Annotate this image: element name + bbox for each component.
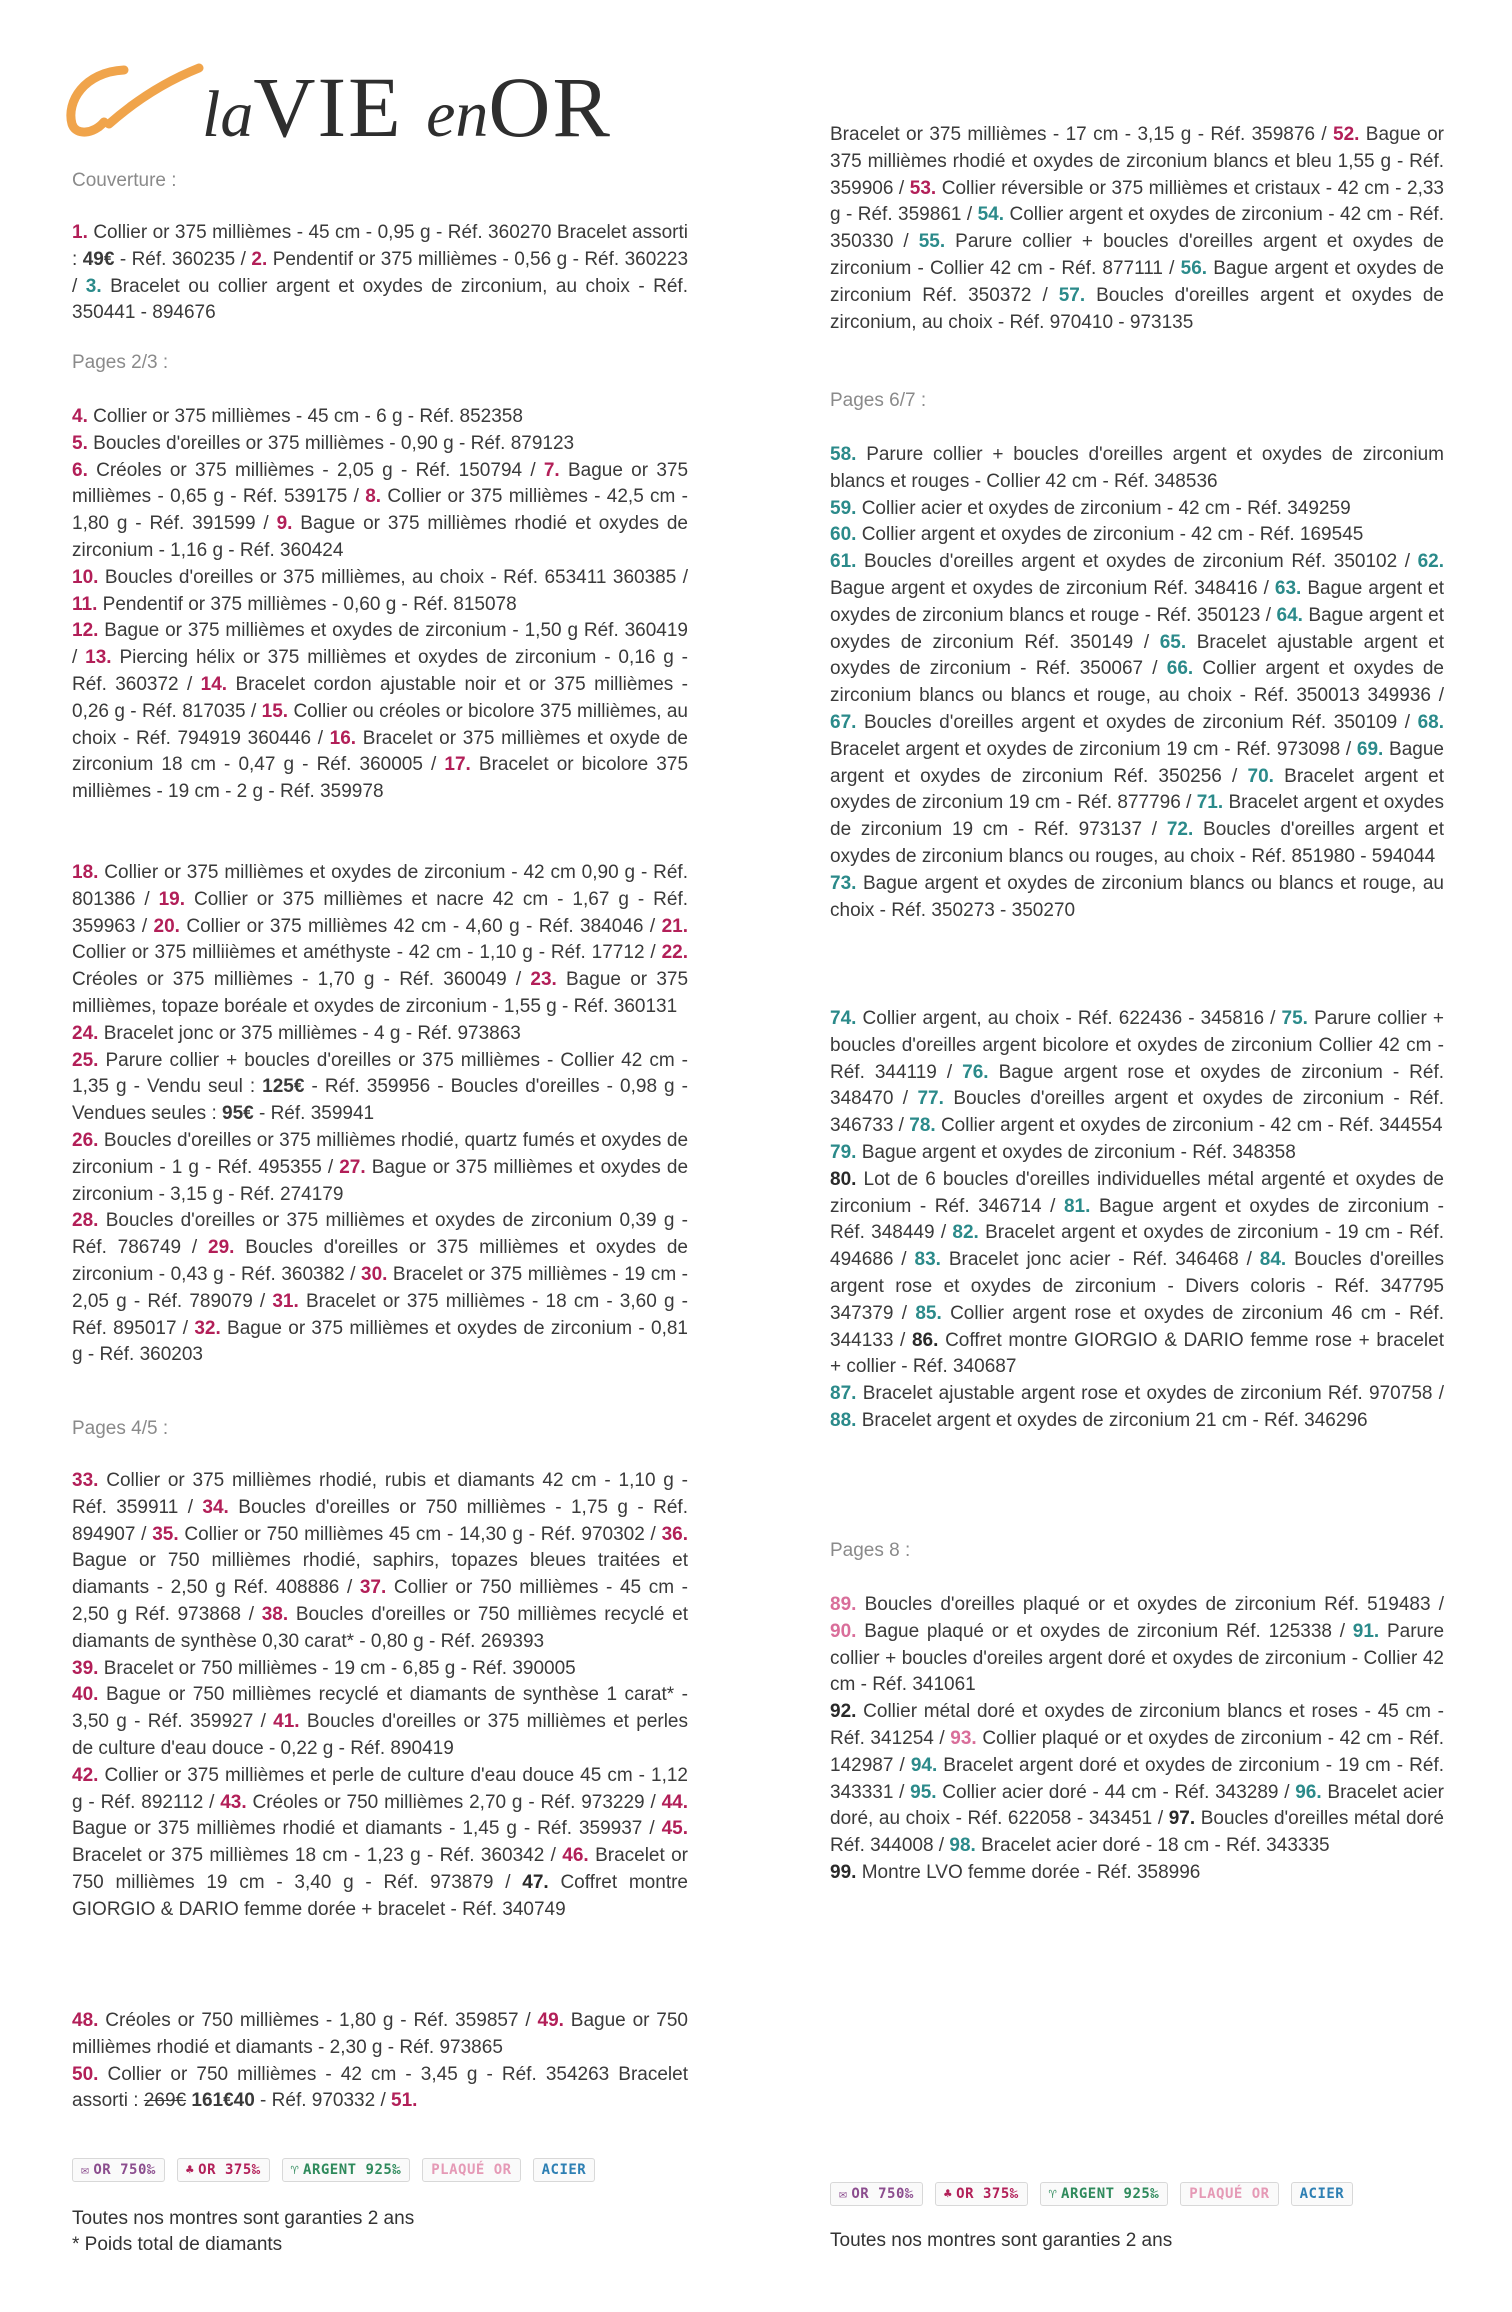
item-number: 34. [202, 1496, 229, 1518]
item-text: Collier or 750 millièmes 45 cm - 14,30 g - Réf. 970302 / [184, 1523, 662, 1545]
legend-label: PLAQUÉ OR [431, 2162, 512, 2178]
price: 161€40 [191, 2090, 255, 2112]
item-text: Bague or 375 millièmes rhodié et oxydes de zirconium - 1,16 g - Réf. 360424 [72, 513, 688, 561]
item-text: Bague or 750 millièmes rhodié, saphirs, topazes bleues traitées et diamants - 2,50 g Réf. 408886 / [72, 1550, 688, 1599]
item-text: Bague or 375 millièmes et oxydes de zirconium - 0,81 g - Réf. 360203 [72, 1317, 688, 1366]
section-label-couverture: Couverture : [72, 170, 177, 191]
item-number: 87. [830, 1383, 857, 1405]
item-number: 11. [72, 593, 98, 615]
legend-label: OR 750‰ [851, 2186, 914, 2202]
legend-acier [533, 2158, 596, 2182]
item-text: Bracelet argent et oxydes de zirconium 21 cm - Réf. 346296 [861, 1409, 1368, 1431]
item-text: Bracelet argent et oxydes de zirconium - 19 cm - Réf. 494686 / [830, 1222, 1444, 1271]
item-text: Collier argent et oxydes de zirconium - 42 cm - Réf. 350330 / [830, 204, 1444, 253]
item-number: 4. [72, 406, 88, 427]
item-number: 17. [444, 754, 471, 776]
item-text: Collier or 375 millièmes et perle de culture d'eau douce 45 cm - 1,12 g - Réf. 892112 / [72, 1764, 688, 1813]
footer-left [72, 2206, 414, 2258]
metal-legend-right [830, 2182, 1353, 2206]
legend-or-750 [72, 2158, 165, 2182]
item-text: Bracelet or 750 millièmes 19 cm - 3,40 g - Réf. 973879 / [72, 1845, 689, 1893]
item-text: Bague argent et oxydes de zirconium - Réf. 348358 [861, 1141, 1296, 1163]
item-number: 41. [273, 1711, 300, 1733]
item-text: Collier or 375 millièmes 42 cm - 4,60 g - Réf. 384046 / [186, 915, 662, 937]
item-number: 64. [1276, 604, 1303, 626]
section-pages-2-3-a [72, 404, 688, 806]
item-text: Parure collier + boucles d'oreiles argent doré et oxydes de zirconium - Collier 42 cm - Réf. 341061 [830, 1620, 1445, 1696]
legend-label: ARGENT 925‰ [1061, 2186, 1160, 2202]
item-text: Bague or 750 millièmes rhodié et diamants - 2,30 g - Réf. 973865 [72, 2010, 689, 2058]
section-pages-6-7-b [830, 1006, 1444, 1435]
item-number: 91. [1352, 1620, 1380, 1642]
item-text: Parure collier + boucles d'oreilles or 375 millièmes - Collier 42 cm - 1,35 g - Vendu seul : [72, 1049, 689, 1098]
legend-label: ACIER [541, 2162, 587, 2178]
item-text: Collier argent et oxydes de zirconium - 42 cm - Réf. 169545 [861, 524, 1364, 546]
item-number: 40. [72, 1684, 99, 1706]
price: 49€ [82, 248, 115, 270]
logo-suffix: OR [488, 59, 612, 155]
item-text: Coffret montre GIORGIO & DARIO femme rose + bracelet + collier - Réf. 340687 [830, 1329, 1445, 1378]
item-text: Boucles d'oreilles plaqué or et oxydes de zirconium Réf. 519483 / [864, 1594, 1444, 1615]
item-number: 53. [909, 177, 937, 199]
section-pages-8 [830, 1592, 1444, 1887]
item-text: Collier réversible or 375 millièmes et cristaux - 42 cm - 2,33 g - Réf. 359861 / [830, 177, 1445, 226]
item-text: - Réf. 359941 [253, 1103, 375, 1125]
ram-icon: ♈ [1048, 2187, 1058, 2202]
item-number: 96. [1295, 1781, 1322, 1803]
item-text: Collier ou créoles or bicolore 375 millièmes, au choix - Réf. 794919 360446 / [72, 700, 688, 749]
item-text: Créoles or 375 millièmes - 2,05 g - Réf. 150794 / [96, 459, 544, 481]
item-number: 55. [918, 231, 946, 253]
item-text: Bracelet argent et oxydes de zirconium 19 cm - Réf. 973137 / [830, 792, 1444, 841]
item-number: 33. [72, 1470, 99, 1491]
item-number: 85. [915, 1302, 942, 1324]
item-number: 15. [261, 700, 289, 722]
item-number: 62. [1417, 551, 1444, 573]
item-text: Bague plaqué or et oxydes de zirconium Réf. 125338 / [864, 1620, 1353, 1642]
legend-label: OR 375‰ [198, 2162, 261, 2178]
item-text: Collier or 375 millièmes - 45 cm - 0,95 g - Réf. 360270 Bracelet assorti : [72, 222, 689, 270]
legend-label: ARGENT 925‰ [303, 2162, 402, 2178]
logo-swoosh-icon [64, 62, 204, 142]
item-text: Collier métal doré et oxydes de zirconium blancs et roses - 45 cm - Réf. 341254 / [830, 1701, 1445, 1749]
legend-label: OR 375‰ [956, 2186, 1019, 2202]
club-icon: ♣ [185, 2163, 195, 2178]
section-label-pages-2-3: Pages 2/3 : [72, 352, 169, 373]
section-pages-4-5-a [72, 1468, 688, 1924]
item-number: 7. [543, 459, 560, 481]
guarantee-note: Toutes nos montres sont garanties 2 ans [830, 2230, 1173, 2251]
envelope-icon: ✉ [81, 2163, 90, 2178]
item-text: Bague or 375 millièmes rhodié et oxydes de zirconium blancs et bleu 1,55 g - Réf. 359906 / [830, 124, 1444, 199]
item-number: 97. [1168, 1808, 1196, 1830]
item-text: Parure collier + boucles d'oreilles argent bicolore et oxydes de zirconium Collier 42 cm - Réf. 344119 / [830, 1008, 1445, 1083]
item-number: 75. [1281, 1008, 1308, 1029]
item-number: 76. [962, 1061, 989, 1083]
item-text: Bague or 375 millièmes et oxydes de zirconium - 3,15 g - Réf. 274179 [72, 1156, 689, 1205]
item-text: Créoles or 375 millièmes - 1,70 g - Réf. 360049 / [72, 969, 531, 991]
item-text: Boucles d'oreilles or 375 millièmes - 0,90 g - Réf. 879123 [93, 432, 575, 454]
item-number: 98. [949, 1835, 976, 1857]
item-number: 6. [72, 459, 88, 481]
item-number: 14. [200, 673, 228, 695]
item-number: 20. [153, 915, 180, 937]
section-pages-6-7-a [830, 442, 1444, 924]
legend-or-375 [935, 2182, 1028, 2206]
item-number: 48. [72, 2010, 99, 2031]
section-pages-4-5-b [72, 2008, 688, 2115]
item-number: 94. [910, 1754, 938, 1776]
item-text: Boucles d'oreilles or 375 millièmes et oxydes de zirconium - 0,43 g - Réf. 360382 / [72, 1237, 688, 1285]
item-text: Piercing hélix or 375 millièmes et oxydes de zirconium - 0,16 g - Réf. 360372 / [72, 647, 689, 695]
item-number: 65. [1159, 631, 1187, 653]
item-number: 89. [830, 1594, 857, 1615]
item-number: 21. [661, 915, 688, 937]
item-number: 3. [85, 275, 102, 297]
brand-wordmark [202, 59, 612, 158]
metal-legend-left [72, 2158, 595, 2182]
item-number: 72. [1166, 819, 1194, 841]
item-number: 95. [910, 1781, 937, 1803]
item-text: Boucles d'oreilles or 375 millièmes et perles de culture d'eau douce - 0,22 g - Réf. 890419 [72, 1711, 688, 1759]
item-number: 58. [830, 444, 857, 465]
item-number: 1. [72, 222, 88, 243]
logo-mid: VIE [253, 59, 403, 155]
ram-icon: ♈ [290, 2163, 300, 2178]
legend-argent-925 [1040, 2182, 1169, 2206]
item-text: Boucles d'oreilles métal doré Réf. 344008 / [830, 1808, 1445, 1857]
item-text: Bracelet acier doré, au choix - Réf. 622058 - 343451 / [830, 1781, 1444, 1830]
item-number: 68. [1417, 711, 1444, 733]
old-price: 269€ [143, 2090, 187, 2112]
item-number: 26. [72, 1129, 99, 1151]
item-number: 45. [661, 1818, 688, 1840]
item-text: Collier acier doré - 44 cm - Réf. 343289 / [942, 1781, 1296, 1803]
item-text: Bracelet cordon ajustable noir et or 375 millièmes - 0,26 g - Réf. 817035 / [72, 673, 688, 722]
item-text: Bracelet ajustable argent rose et oxydes de zirconium Réf. 970758 / [862, 1383, 1445, 1405]
section-label-pages-6-7: Pages 6/7 : [830, 390, 927, 411]
item-number: 69. [1356, 738, 1384, 760]
item-number: 13. [85, 647, 112, 669]
item-text: Bracelet or 375 millièmes 18 cm - 1,23 g - Réf. 360342 / [72, 1845, 563, 1867]
item-text: Collier plaqué or et oxydes de zirconium - 42 cm - Réf. 142987 / [830, 1727, 1444, 1776]
legend-plaque-or [1180, 2182, 1278, 2206]
item-text: Collier or 375 millièmes rhodié, rubis et diamants 42 cm - 1,10 g - Réf. 359911 / [72, 1470, 688, 1518]
item-number: 25. [72, 1049, 99, 1071]
item-text: Collier or 375 milliièmes et améthyste - 42 cm - 1,10 g - Réf. 17712 / [72, 942, 662, 964]
legend-or-375 [177, 2158, 270, 2182]
item-text: Pendentif or 375 millièmes - 0,56 g - Réf. 360223 / [72, 248, 689, 297]
item-number: 51. [391, 2090, 418, 2112]
item-number: 12. [72, 620, 99, 642]
item-number: 59. [830, 497, 857, 519]
logo-prefix: la [202, 78, 254, 151]
item-text: Boucles d'oreilles or 750 millièmes recyclé et diamants de synthèse 0,30 carat* - 0,80 g - Réf. 269393 [72, 1603, 689, 1652]
item-text: Boucles d'oreilles argent et oxydes de zirconium blancs ou rouges, au choix - Réf. 851980 - 594044 [830, 819, 1444, 867]
item-text: Montre LVO femme dorée - Réf. 358996 [861, 1861, 1201, 1883]
item-text: Boucles d'oreilles argent et oxydes de zirconium Réf. 350109 / [864, 711, 1418, 733]
item-text: Bracelet or 375 millièmes et oxyde de zirconium 18 cm - 0,47 g - Réf. 360005 / [72, 727, 688, 776]
item-number: 70. [1247, 765, 1274, 787]
item-number: 5. [72, 432, 88, 454]
section-pages-4-5-continued [830, 122, 1444, 336]
item-text: Bague argent rose et oxydes de zirconium - Réf. 348470 / [830, 1061, 1445, 1110]
item-text: Collier or 375 millièmes - 45 cm - 6 g - Réf. 852358 [93, 406, 523, 427]
item-number: 99. [830, 1861, 857, 1883]
item-number: 37. [359, 1577, 387, 1599]
item-number: 74. [830, 1008, 857, 1029]
item-text: Collier argent et oxydes de zirconium blancs ou blancs et rouge, au choix - Réf. 350013 349936 / [830, 658, 1445, 707]
item-number: 52. [1333, 124, 1360, 145]
legend-acier [1291, 2182, 1354, 2206]
item-text: Boucles d'oreilles or 375 millièmes et oxydes de zirconium 0,39 g - Réf. 786749 / [72, 1210, 688, 1259]
legend-label: PLAQUÉ OR [1189, 2186, 1270, 2202]
item-text: Boucles d'oreilles argent et oxydes de zirconium, au choix - Réf. 970410 - 973135 [830, 284, 1444, 333]
item-text: Collier or 750 millièmes - 42 cm - 3,45 g - Réf. 354263 Bracelet assorti : [72, 2063, 688, 2112]
item-text: Bague argent et oxydes de zirconium blancs et rouge - Réf. 350123 / [830, 577, 1445, 626]
item-text: Bague argent et oxydes de zirconium - Réf. 348449 / [830, 1195, 1445, 1244]
item-number: 22. [661, 942, 688, 964]
item-number: 9. [276, 513, 293, 535]
item-number: 19. [158, 888, 186, 910]
item-number: 67. [830, 711, 857, 733]
guarantee-note: Toutes nos montres sont garanties 2 ans [72, 2208, 415, 2229]
item-number: 24. [72, 1022, 99, 1044]
item-text: Collier or 375 millièmes - 42,5 cm - 1,80 g - Réf. 391599 / [72, 486, 688, 535]
item-number: 43. [220, 1791, 247, 1813]
item-text: Bracelet argent et oxydes de zirconium 19 cm - Réf. 973098 / [830, 738, 1357, 760]
item-text: Bague or 750 millièmes recyclé et diamants de synthèse 1 carat* - 3,50 g - Réf. 359927 / [72, 1684, 689, 1733]
item-text: Bague or 375 millièmes et oxydes de zirconium - 1,50 g Réf. 360419 / [72, 620, 689, 669]
section-label-pages-4-5: Pages 4/5 : [72, 1418, 169, 1439]
item-number: 10. [72, 566, 99, 588]
item-number: 92. [830, 1701, 857, 1723]
item-text: Boucles d'oreilles or 750 millièmes - 1,75 g - Réf. 894907 / [72, 1496, 688, 1545]
item-number: 50. [72, 2063, 99, 2085]
item-number: 39. [72, 1657, 99, 1679]
item-number: 28. [72, 1210, 99, 1232]
item-text: Bague or 375 millièmes, topaze boréale et oxydes de zirconium - 1,55 g - Réf. 360131 [72, 969, 689, 1017]
item-text: Bracelet ajustable argent et oxydes de zirconium - Réf. 350067 / [830, 631, 1444, 680]
item-text: Collier argent, au choix - Réf. 622436 - 345816 / [862, 1008, 1282, 1029]
item-number: 93. [950, 1727, 977, 1749]
item-text: Bague or 375 millièmes - 0,65 g - Réf. 539175 / [72, 459, 689, 508]
item-text: Bague argent et oxydes de zirconium blancs ou blancs et rouge, au choix - Réf. 350273 - 350270 [830, 872, 1444, 921]
item-text: Créoles or 750 millièmes 2,70 g - Réf. 973229 / [252, 1791, 662, 1813]
item-number: 35. [152, 1523, 179, 1545]
item-text: Bracelet or 750 millièmes - 19 cm - 6,85 g - Réf. 390005 [103, 1657, 576, 1679]
item-text: Boucles d'oreilles argent et oxydes de zirconium - Réf. 346733 / [830, 1088, 1444, 1137]
item-text: Collier or 375 millièmes et oxydes de zirconium - 42 cm 0,90 g - Réf. 801386 / [72, 862, 688, 910]
price: 125€ [262, 1076, 305, 1098]
item-number: 78. [909, 1115, 936, 1137]
item-number: 73. [830, 872, 857, 894]
item-text: Bague argent et oxydes de zirconium Réf. 350149 / [830, 604, 1444, 653]
item-text: Boucles d'oreilles argent rose et oxydes de zirconium - Divers coloris - Réf. 347795 347379 / [830, 1249, 1445, 1324]
item-number: 57. [1058, 284, 1086, 306]
item-text: Boucles d'oreilles argent et oxydes de zirconium Réf. 350102 / [864, 551, 1418, 573]
diamond-weight-note: * Poids total de diamants [72, 2234, 283, 2255]
item-number: 18. [72, 862, 99, 883]
item-text: Créoles or 750 millièmes - 1,80 g - Réf. 359857 / [105, 2010, 538, 2031]
section-label-pages-8: Pages 8 : [830, 1540, 911, 1561]
item-text: Parure collier + boucles d'oreilles argent et oxydes de zirconium - Collier 42 cm - Réf. 877111 / [830, 231, 1444, 279]
brand-logo [64, 58, 704, 155]
item-number: 29. [208, 1237, 235, 1259]
item-number: 88. [830, 1409, 857, 1431]
item-text: Bracelet argent et oxydes de zirconium 19 cm - Réf. 877796 / [830, 765, 1445, 814]
item-text: Bague argent et oxydes de zirconium Réf. 348416 / [830, 577, 1275, 599]
item-number: 90. [830, 1620, 857, 1642]
legend-label: OR 750‰ [93, 2162, 156, 2178]
item-text: Boucles d'oreilles or 375 millièmes, au choix - Réf. 653411 360385 / [104, 566, 688, 588]
item-number: 16. [329, 727, 357, 749]
item-number: 66. [1166, 658, 1194, 680]
item-number: 61. [830, 551, 857, 573]
item-text: Bracelet acier doré - 18 cm - Réf. 343335 [981, 1835, 1330, 1857]
item-number: 63. [1274, 577, 1302, 599]
legend-plaque-or [422, 2158, 520, 2182]
item-text: - Réf. 359956 - Boucles d'oreilles - 0,98 g - Vendues seules : [72, 1076, 688, 1125]
legend-label: ACIER [1299, 2186, 1345, 2202]
item-number: 46. [562, 1845, 589, 1867]
legend-or-750 [830, 2182, 923, 2206]
item-text: Collier or 750 millièmes - 45 cm - 2,50 g Réf. 973868 / [72, 1577, 688, 1625]
item-number: 49. [537, 2010, 564, 2031]
logo-en: en [426, 78, 489, 151]
item-text: Bracelet or 375 millièmes - 18 cm - 3,60 g - Réf. 895017 / [72, 1290, 689, 1339]
item-number: 30. [361, 1263, 388, 1285]
item-text: Bague or 375 millièmes rhodié et diamants - 1,45 g - Réf. 359937 / [72, 1818, 662, 1840]
item-number: 79. [830, 1141, 857, 1163]
item-text: Bracelet argent doré et oxydes de zirconium - 19 cm - Réf. 343331 / [830, 1754, 1444, 1803]
item-number: 36. [661, 1523, 688, 1545]
item-number: 80. [830, 1168, 857, 1190]
item-number: 86. [911, 1329, 939, 1351]
item-number: 83. [914, 1249, 941, 1271]
item-text: - Réf. 970332 / [254, 2090, 392, 2112]
item-number: 84. [1259, 1249, 1287, 1271]
item-number: 60. [830, 524, 857, 546]
item-number: 42. [72, 1764, 99, 1786]
item-text: - Réf. 360235 / [114, 248, 252, 270]
item-text: Bracelet jonc acier - Réf. 346468 / [948, 1249, 1260, 1271]
section-couverture [72, 220, 688, 327]
item-number: 54. [977, 204, 1005, 226]
item-number: 32. [194, 1317, 221, 1339]
club-icon: ♣ [943, 2187, 953, 2202]
item-number: 27. [339, 1156, 366, 1178]
item-text: Bracelet or 375 millièmes - 19 cm - 2,05 g - Réf. 789079 / [72, 1263, 688, 1312]
item-number: 77. [917, 1088, 944, 1110]
item-text: Bague argent et oxydes de zirconium Réf. 350256 / [830, 738, 1444, 787]
item-number: 31. [272, 1290, 299, 1312]
item-number: 56. [1180, 257, 1208, 279]
item-text: Lot de 6 boucles d'oreilles individuelles métal argenté et oxydes de zirconium - Réf. 346714 / [830, 1168, 1444, 1217]
item-text: Bracelet or 375 millièmes - 17 cm - 3,15 g - Réf. 359876 / [830, 124, 1334, 145]
item-text: Parure collier + boucles d'oreilles argent et oxydes de zirconium blancs et rouges - Collier 42 cm - Réf. 348536 [830, 444, 1445, 492]
item-text: Pendentif or 375 millièmes - 0,60 g - Réf. 815078 [102, 593, 517, 615]
item-text: Bague argent et oxydes de zirconium Réf. 350372 / [830, 257, 1444, 306]
item-text: Bracelet ou collier argent et oxydes de zirconium, au choix - Réf. 350441 - 894676 [72, 275, 688, 324]
item-number: 2. [251, 248, 268, 270]
item-text: Boucles d'oreilles or 375 millièmes rhodié, quartz fumés et oxydes de zirconium - 1 g - Réf. 495355 / [72, 1129, 689, 1178]
item-number: 82. [952, 1222, 979, 1244]
section-pages-2-3-b [72, 860, 688, 1369]
price: 95€ [222, 1103, 254, 1125]
item-text: Bracelet jonc or 375 millièmes - 4 g - Réf. 973863 [103, 1022, 521, 1044]
item-number: 44. [661, 1791, 688, 1813]
item-text: Coffret montre GIORGIO & DARIO femme dorée + bracelet - Réf. 340749 [72, 1871, 688, 1920]
envelope-icon: ✉ [839, 2187, 848, 2202]
item-number: 8. [365, 486, 382, 508]
item-text: Collier or 375 millièmes et nacre 42 cm - 1,67 g - Réf. 359963 / [72, 888, 689, 937]
item-number: 38. [261, 1603, 289, 1625]
item-text: Bracelet or bicolore 375 millièmes - 19 cm - 2 g - Réf. 359978 [72, 754, 689, 803]
item-text: Collier argent rose et oxydes de zirconium 46 cm - Réf. 344133 / [830, 1302, 1444, 1351]
item-number: 71. [1196, 792, 1224, 814]
legend-argent-925 [282, 2158, 411, 2182]
item-text: Collier acier et oxydes de zirconium - 42 cm - Réf. 349259 [861, 497, 1351, 519]
item-number: 23. [530, 969, 557, 991]
item-text: Collier argent et oxydes de zirconium - 42 cm - Réf. 344554 [940, 1115, 1443, 1137]
item-number: 81. [1063, 1195, 1091, 1217]
item-number: 47. [522, 1871, 549, 1893]
footer-right [830, 2228, 1172, 2254]
